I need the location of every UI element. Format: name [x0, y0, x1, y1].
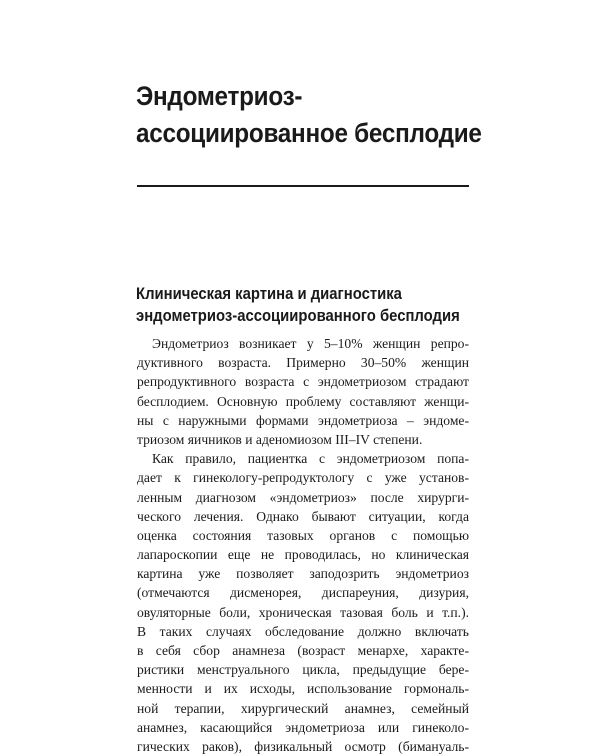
section-title-line: эндометриоз-ассоциированного бесплодия: [136, 307, 460, 325]
paragraph-line: дуктивного возраста. Примерно 30–50% женщин: [137, 355, 469, 371]
paragraph-line: (отмечаются дисменорея, диспареуния, дизурия,: [137, 585, 469, 601]
paragraph-line: ны с наружными формами эндометриоза – эндоме-: [137, 412, 469, 428]
paragraph-line: Как правило, пациентка с эндометриозом попа-: [152, 451, 469, 467]
paragraph-line: ческого лечения. Однако бывают ситуации, когда: [137, 508, 469, 524]
paragraph-line: ной терапии, хирургический анамнез, семейный: [137, 700, 469, 716]
paragraph-line: бесплодием. Основную проблему составляют женщи-: [137, 393, 469, 409]
paragraph-line: В таких случаях обследование должно включать: [137, 623, 469, 639]
paragraph-line: ленным диагнозом «эндометриоз» после хирурги-: [137, 489, 469, 505]
chapter-title: [136, 78, 482, 152]
chapter-title-line: Эндометриоз-: [136, 81, 303, 111]
paragraph-line: Эндометриоз возникает у 5–10% женщин репро-: [152, 336, 469, 351]
paragraph-line: гических раков), физикальный осмотр (бимануаль-: [137, 738, 469, 754]
chapter-title-line: ассоциированное бесплодие: [136, 118, 482, 148]
chapter-divider: [137, 185, 469, 187]
section-title-line: Клиническая картина и диагностика: [136, 285, 402, 303]
paragraph-line: дает к гинекологу-репродуктологу с уже установ-: [137, 470, 469, 486]
paragraph-line: анамнез, касающийся эндометриоза или гинеколо-: [137, 719, 469, 735]
paragraph-line: лапароскопии еще не проводилась, но клиническая: [137, 547, 469, 563]
paragraph-line: в себя сбор анамнеза (возраст менархе, характе-: [137, 643, 469, 658]
paragraph-line: менности и их исходы, использование гормональ-: [137, 681, 469, 697]
paragraph-line: триозом яичников и аденомиозом III–IV степени.: [137, 431, 423, 447]
paragraph-line: репродуктивного возраста с эндометриозом страдают: [137, 374, 469, 390]
paragraph-line: овуляторные боли, хроническая тазовая боль и т.п.).: [137, 604, 469, 620]
paragraph-line: оценка состояния тазовых органов с помощью: [137, 527, 469, 543]
paragraph-line: картина уже позволяет заподозрить эндометриоз: [137, 566, 469, 582]
body-text: [137, 334, 469, 756]
paragraph-line: ристики менструального цикла, предыдущие бере-: [137, 662, 469, 678]
section-title: [136, 283, 478, 327]
